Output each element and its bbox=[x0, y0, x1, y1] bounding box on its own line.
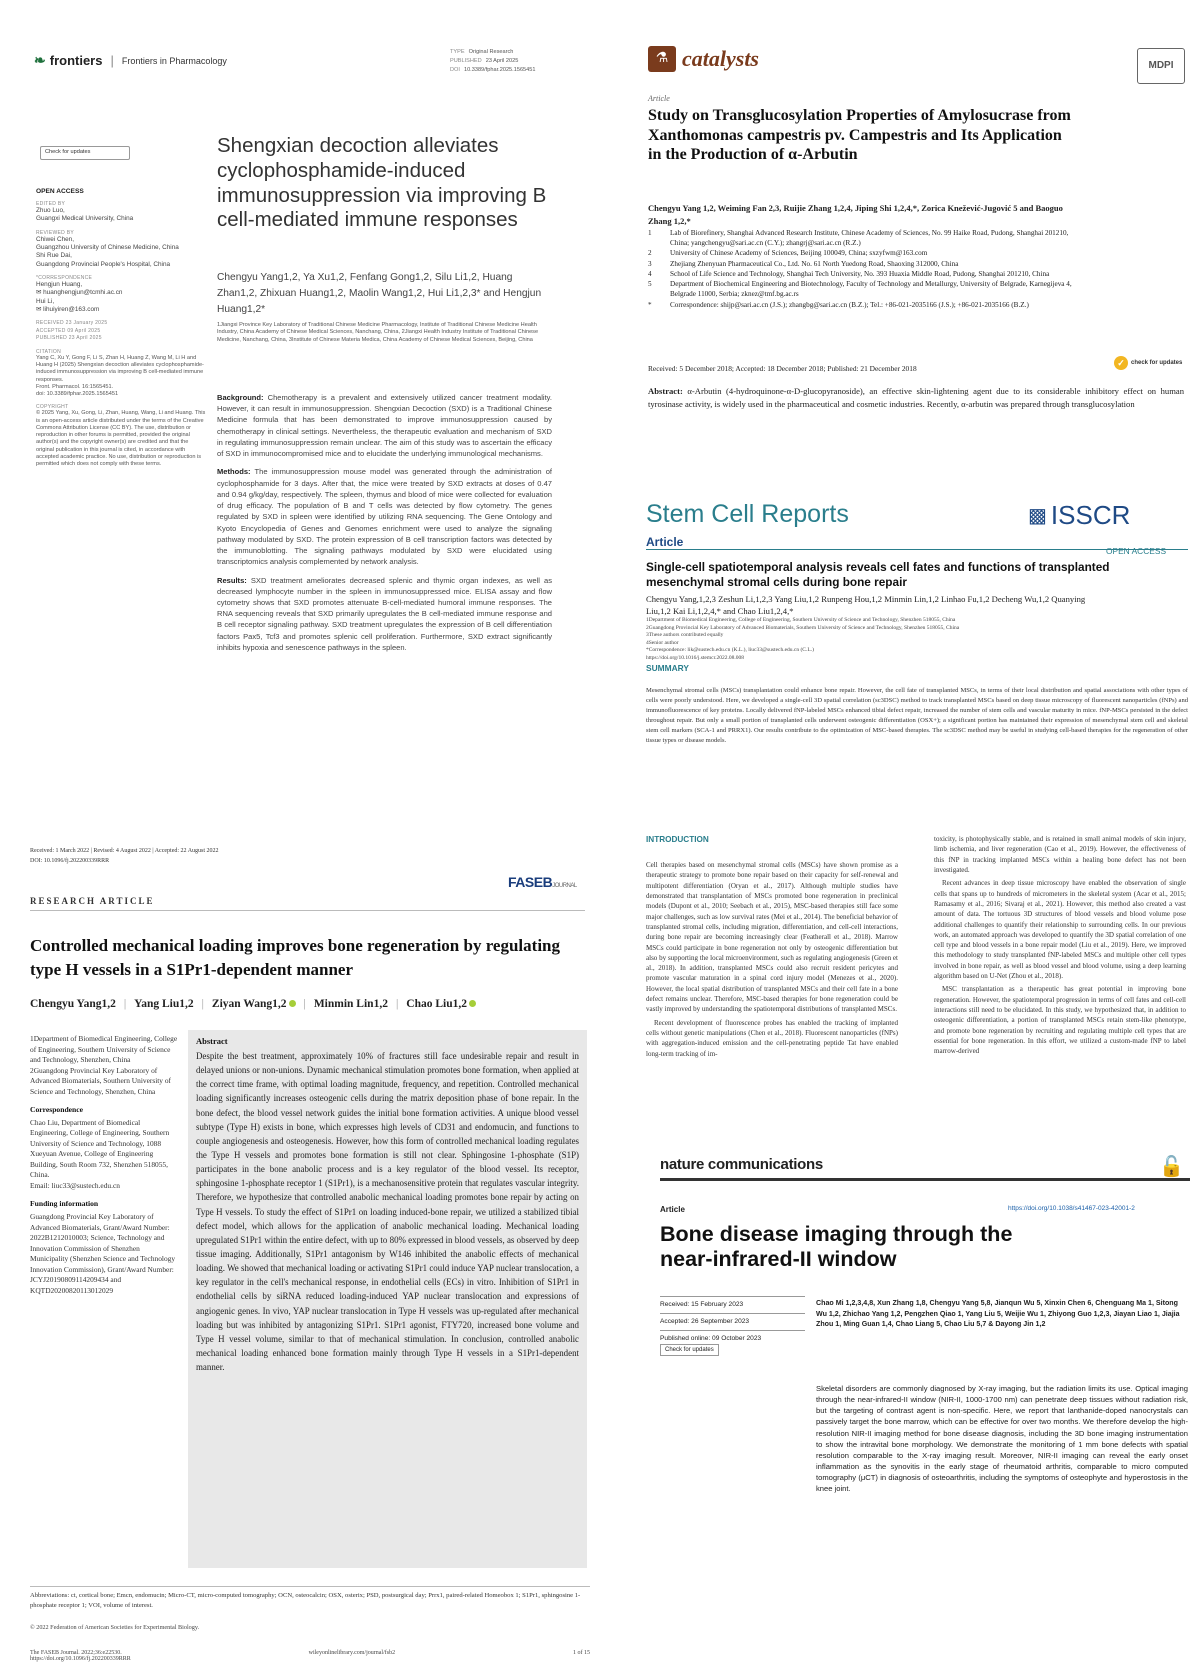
published-date: Published online: 09 October 2023 bbox=[660, 1335, 762, 1342]
check-icon: ✓ bbox=[1114, 356, 1128, 370]
methods-head: Methods: bbox=[217, 467, 251, 477]
faseb-article-type: RESEARCH ARTICLE bbox=[30, 896, 155, 906]
background-head: Background: bbox=[217, 393, 264, 402]
frontiers-title: Shengxian decoction alleviates cyclophosphamide-induced immunosuppression via improving B cell-mediated immune responses bbox=[217, 134, 547, 232]
check-updates-label: Check for updates bbox=[665, 1347, 714, 1353]
affiliation-number: 1 bbox=[648, 229, 652, 237]
frontiers-abstract bbox=[217, 392, 552, 660]
citation-text: Yang C, Xu Y, Gong F, Li S, Zhan H, Huang Z, Wang M, Li H and Huang H (2025) Shengxian decoction alleviates cyclophosphamide-induced immunosuppression via improving B cell-mediated immune responses. Front. Pharmacol. 16:1565451. doi: 10.3389/fphar.2025.1565451 bbox=[36, 354, 204, 398]
stem-cell-reports-panel bbox=[634, 498, 1192, 820]
faseb-abbreviations: Abbreviations: ct, cortical bone; Emcn, endomucin; Micro-CT, micro-computed tomography; OCN, osteocalcin; OSX, osterix; PSD, postsurgical day; Prrx1, paired-related Homeobox 1; S1Pr1, sphingosine 1-phosphate receptor 1; VOI, volume of interest. bbox=[30, 1586, 590, 1610]
copyright-label: COPYRIGHT bbox=[36, 404, 69, 411]
intro-paragraph: Recent advances in deep tissue microscopy have enabled the observation of single cells that spans up to hundreds of micrometers in the skeletal system (Acar et al., 2015; Ramasamy et al., 2016; Sivaraj et al., 2021). However, this method also created a vast amount of data. The tortuous 3D structures of blood vessels and blood volume pose additional challenges to quantify their relationship to surrounding cells. In our previous work, an automated approach was developed to quantify the 3D spatial correlation of one cell type and blood vessels in a bone repair model (Liu et al., 2019). Here, we improved this methodology to study transplanted fNP-labeled MSCs and multiple other cell types involved in bone repair, as well as blood vessel and blood volume, using a deep learning algorithm based on U-Net (Zhou et al., 2018). bbox=[934, 879, 1186, 981]
copyright-text: © 2025 Yang, Xu, Gong, Li, Zhan, Huang, Wang, Li and Huang. This is an open-access article distributed under the terms of the Creative Commons Attribution License (CC BY). The use, distribution or reproduction in other forums is permitted, provided the original author(s) and the copyright owner(s) are credited and that the original publication in this journal is cited, in accordance with accepted academic practice. No use, distribution or reproduction is permitted which does not comply with these terms. bbox=[36, 410, 206, 468]
affiliation-number: 5 bbox=[648, 280, 652, 289]
correspondence-text: Hengjun Huang, ✉ huanghengjun@tcmhi.ac.cn Hui Li, ✉ lihuiyiren@163.com bbox=[36, 280, 123, 313]
affiliation-item bbox=[648, 269, 1088, 279]
frontiers-affiliations: 1Jiangxi Province Key Laboratory of Traditional Chinese Medicine Pharmacology, Institute of Traditional Chinese Medicine Health Industry, China Academy of Chinese Medical Sciences, Nanchang, China, 2Jiangxi Health Industry Institute of Traditional Chinese Medicine, Nanchang, China, 3Institute of Chinese Materia Medica, China Academy of Chinese Medical Sciences, Beijing, China bbox=[217, 322, 539, 343]
flask-icon: ⚗ bbox=[648, 46, 676, 72]
faseb-abstract-box bbox=[188, 1030, 587, 1568]
intro-column-left bbox=[646, 834, 898, 1062]
author-name-orcid bbox=[406, 998, 476, 1010]
intro-column-right bbox=[934, 834, 1186, 1060]
intro-paragraph: toxicity, is photophysically stable, and is retained in small animal models of skin injury, limb ischemia, and liver regeneration (Cao et al., 2019). However, the effectiveness of this fNP in tracking implanted MSCs within a healing bone defect has not been investigated. bbox=[934, 835, 1186, 874]
affiliation-number: * bbox=[648, 300, 652, 309]
affiliation-text: Department of Biochemical Engineering and Biotechnology, Faculty of Technology and Metallurgy, University of Belgrade, Karnegijeva 4, Belgrade 11000, Serbia; zknez@tmf.bg.ac.rs bbox=[670, 280, 1072, 299]
catalysts-logo bbox=[648, 46, 759, 72]
reviewed-by-text: Chiwei Chen, Guangzhou University of Chinese Medicine, China Shi Rue Dai, Guangdong Provincial People's Hospital, China bbox=[36, 235, 179, 268]
intro-paragraph: Recent development of fluorescence probes has enabled the tracking of implanted cells without genetic manipulations (Chen et al., 2018). Fluorescent nanoparticles (fNPs) with aggregation-induced emission and the cell-penetrating peptide Tat have enabled long-term tracking of im- bbox=[646, 1018, 898, 1058]
frontiers-sidebar bbox=[36, 180, 206, 469]
check-updates-label: check for updates bbox=[1131, 360, 1183, 366]
affiliation-text: University of Chinese Academy of Sciences, Beijing 100049, China; sxzyfwm@163.com bbox=[670, 249, 928, 258]
meta-published-value: 23 April 2025 bbox=[485, 57, 519, 64]
funding-heading: Funding information bbox=[30, 1199, 99, 1209]
nature-communications-panel bbox=[656, 1150, 1192, 1670]
summary-text: Mesenchymal stromal cells (MSCs) transplantation could enhance bone repair. However, the cell fate of transplanted MSCs, in terms of their local distribution and spatial associations with other types of cells were poorly understood. Here, we developed a single-cell 3D spatial correlation (sc3DSC) method to track transplanted MSCs based on deep tissue microscopy of fluorescent nanoparticles (fNPs) and immunofluorescence of key proteins. Locally delivered fNP-labeled MSCs enhanced tibial defect repair, increased the number of stem cells and vascular maturity in mice. fNP-MSCs persisted in the defect throughout repair. But only a small portion of transplanted cells underwent osteogenic differentiation (OSX+); a significant portion has maintained their expression of mesenchymal stem cell and skeletal stem cell markers (SCA-1 and PRRX1). Our results contribute to the optimization of MSC-based therapies. The sc3DSC method may be useful in studying cell-based therapies for the regeneration of other tissue types or disease models. bbox=[646, 687, 1188, 745]
isscr-text: ISSCR bbox=[1050, 500, 1131, 530]
accepted-date: Accepted: 26 September 2023 bbox=[660, 1313, 805, 1330]
footer-url[interactable]: wileyonlinelibrary.com/journal/fsb2 bbox=[308, 1650, 396, 1656]
affiliation-text: Correspondence: shijp@sari.ac.cn (J.S.); zhangbg@sari.ac.cn (B.Z.); Tel.: +86-021-2035166 (J.S.); +86-021-2035166 (B.Z.) bbox=[670, 300, 1029, 309]
faseb-rule bbox=[30, 910, 585, 911]
summary-heading: SUMMARY bbox=[646, 663, 689, 673]
reviewed-by-label: REVIEWED BY bbox=[36, 229, 75, 236]
abstract-results bbox=[217, 575, 552, 654]
frontiers-leaf-icon: ❧ bbox=[34, 52, 46, 68]
abstract-text: α-Arbutin (4-hydroquinone-α-D-glucopyranoside), an effective skin-lightening agent due to its considerable inhibitory effect on human tyrosinase activity, is widely used in the pharmaceutical and cosmetic industries. Recently, α-arbutin was prepared through transglucosylation bbox=[648, 386, 1184, 409]
affiliation-number: 4 bbox=[648, 269, 652, 278]
meta-doi[interactable] bbox=[450, 66, 588, 75]
author-name: Minmin Lin1,2 bbox=[313, 998, 388, 1010]
affiliation-text: Zhejiang Zhenyuan Pharmaceutical Co., Ltd. No. 61 North Yuedong Road, Shaoxing 312000, China bbox=[670, 259, 959, 268]
open-access-icon: 🔓 bbox=[1159, 1156, 1184, 1178]
faseb-sidebar bbox=[30, 1034, 178, 1304]
catalysts-affiliations bbox=[648, 228, 1088, 310]
affiliation-item bbox=[648, 259, 1088, 269]
open-access-label: OPEN ACCESS bbox=[36, 188, 84, 195]
stemcell-title: Single-cell spatiotemporal analysis reveals cell fates and functions of transplanted mesenchymal stromal cells during bone repair bbox=[646, 560, 1110, 590]
affiliation-item bbox=[648, 300, 1088, 310]
meta-published bbox=[450, 57, 588, 66]
stemcell-article-type: Article bbox=[646, 535, 684, 549]
frontiers-logo bbox=[34, 52, 227, 69]
catalysts-article-type: Article bbox=[648, 94, 670, 103]
affiliation-text: School of Life Science and Technology, Shanghai Tech University, No. 393 Huaxia Middle Road, Pudong, Shanghai 201210, China bbox=[670, 269, 1050, 278]
catalysts-dates: Received: 5 December 2018; Accepted: 18 December 2018; Published: 21 December 2018 bbox=[648, 364, 917, 373]
nature-check-updates-button[interactable] bbox=[660, 1344, 719, 1356]
author-name-orcid bbox=[212, 998, 296, 1010]
stemcell-open-access: OPEN ACCESS bbox=[1106, 546, 1167, 556]
abstract-heading: Abstract bbox=[196, 1036, 228, 1046]
catalysts-title: Study on Transglucosylation Properties of Amylosucrase from Xanthomonas campestris pv. Campestris and Its Application in the Production of α-Arbutin bbox=[648, 107, 1071, 164]
catalysts-check-updates-button[interactable] bbox=[1114, 356, 1182, 370]
faseb-footer bbox=[30, 1650, 590, 1662]
abstract-methods bbox=[217, 466, 552, 567]
intro-paragraph: MSC transplantation as a therapeutic has great potential in improving bone regeneration. However, the spatiotemporal progression in terms of cell fates and cell-cell interactions still need to be elucidated. In this study, we hypothesized that, in addition to osteogenic differentiation, a portion of transplanted MSCs retain stem-like phenotype, and promote bone regeneration by recruiting and regulating multiple cell types that are essential for bone regeneration. In this effort, we utilized a custom-made fNP to label marrow-derived bbox=[934, 985, 1186, 1056]
nature-abstract: Skeletal disorders are commonly diagnosed by X-ray imaging, but the radiation limits its use. Optical imaging through the near-infrared-II window (NIR-II, 1000-1700 nm) can penetrate deep tissues without radiation risk, but the targeting of contrast agent is non-specific. Here, we report that lanthanide-doped nanocrystals can passively target the bone marrow, which can be effective for over two months. We therefore develop the high-resolution NIR-II imaging method for bone disease diagnosis, including the 3D bone imaging instrumentation to show the intravital bone morphology. We demonstrate the monitoring of 1 mm bone defects with spatial resolution comparable to the X-ray imaging result. Moreover, NIR-II imaging can reveal the early onset inflammation as the synovitis in the early stage of rheumatoid arthritis, comparable to micro computed tomography (μCT) in diagnosis of osteoarthritis, including the symptoms of osteophyte and hyperostosis in the knee joint. bbox=[816, 1384, 1188, 1494]
published-block bbox=[660, 1330, 805, 1361]
affiliation-number: 2 bbox=[648, 249, 652, 258]
affiliation-number: 3 bbox=[648, 259, 652, 268]
correspondence-text: Chao Liu, Department of Biomedical Engineering, College of Engineering, Southern University of Science and Technology, 1088 Xueyuan Avenue, College of Engineering Building, South Room 732, Shenzhen 518055, China. Email: liuc33@sustech.edu.cn bbox=[30, 1117, 170, 1190]
footer-page-number: 1 of 15 bbox=[572, 1650, 590, 1656]
author-name: Yang Liu1,2 bbox=[134, 998, 194, 1010]
catalysts-journal-name: catalysts bbox=[682, 46, 759, 71]
introduction-heading: INTRODUCTION bbox=[646, 835, 709, 844]
meta-published-label: PUBLISHED bbox=[450, 57, 482, 64]
mdpi-logo: MDPI bbox=[1137, 48, 1185, 84]
affiliation-item bbox=[648, 248, 1088, 258]
frontiers-article-meta bbox=[450, 48, 588, 75]
author-separator: | bbox=[303, 998, 306, 1010]
frontiers-article-panel bbox=[18, 30, 588, 820]
abstract-head: Abstract: bbox=[648, 386, 683, 396]
meta-doi-link[interactable]: 10.3389/fphar.2025.1565451 bbox=[463, 66, 536, 73]
stemcell-introduction-panel bbox=[634, 834, 1192, 1124]
author-separator: | bbox=[201, 998, 204, 1010]
abstract-background bbox=[217, 392, 552, 459]
check-for-updates-label: Check for updates bbox=[45, 149, 91, 155]
faseb-dates: Received: 1 March 2022 | Revised: 4 August 2022 | Accepted: 22 August 2022 bbox=[30, 848, 219, 854]
orcid-icon[interactable] bbox=[469, 1000, 476, 1007]
affiliation-item bbox=[648, 279, 1088, 299]
abstract-text: Despite the best treatment, approximately 10% of fractures still face undesirable repair and result in delayed unions or non-unions. Dynamic mechanical stimulation promotes bone formation, when applied at the correct time frame, with optimal loading magnitude, frequency, and repetition. Controlled mechanical loading significantly increases osteogenic cells during the matrix deposition phase of bone repair. In the bone defect, the blood vessel network guides the initial bone formation activities. A unique blood vessel subtype (Type H) exists in bone, which expresses high levels of CD31 and endomucin, and functions to couple angiogenesis and osteogenesis. However, how this form of controlled mechanical loading regulates the Type H vessels and promotes bone formation is still not clear. Sphingosine 1-phosphate (S1P) participates in the bone anabolic process and is a key regulator of the blood vessel. Its receptor, sphingosine 1-phosphate receptor 1 (S1Pr1), is a mechanosensitive protein that regulates vascular integrity. Therefore, we hypothesize that controlled anabolic mechanical loading promotes bone repair by acting on Type H vessels. To study the effect of S1Pr1 on loading induced-bone repair, we utilized a stabilized tibial defect model, which allows for the application of anabolic mechanical loading. Mechanical loading upregulated S1Pr1 within the entire defect, with up to 80% expressed in blood vessels, as observed by deep tissue imaging. Additionally, S1Pr1 antagonism by W146 inhibited the anabolic effects of mechanical loading. We showed that mechanical loading or activating S1Pr1 could induce YAP nuclear translocation, a key regulator in the cell's mechanical response, in endothelial cells (ECs) in vitro. Inhibition of S1Pr1 in endothelial cells by siRNA reduced loading-induced YAP nuclear translocation and expressions of angiogenic genes. In vivo, YAP nuclear translocation in Type H vessels was up-regulated after mechanical loading but was inhibited by antagonizing S1Pr1. S1Pr1 agonist, FTY720, increased bone volume and Type H vessel volume, similar to that of mechanical stimulation. In conclusion, controlled anabolic mechanical loading enhanced bone formation mainly through Type H vessels in a S1Pr1-dependent manner. bbox=[196, 1051, 579, 1373]
nature-header-rule bbox=[660, 1178, 1190, 1181]
stemcell-affiliations: 1Department of Biomedical Engineering, College of Engineering, Southern University of Science and Technology, Shenzhen 518055, China 2Guangdong Provincial Key Laboratory of Advanced Biomaterials, Southern University of Science and Technology, Shenzhen 518055, China 3These authors contributed equally 4Senior author *Correspondence: lik@sustech.edu.cn (K.L.), liuc33@sustech.edu.cn (C.L.) https://doi.org/10.1016/j.stemcr.2022.08.008 bbox=[646, 617, 960, 661]
faseb-authors bbox=[30, 998, 590, 1010]
meta-type-value: Original Research bbox=[468, 49, 514, 55]
affiliation-item bbox=[648, 228, 1088, 248]
correspondence-heading: Correspondence bbox=[30, 1105, 84, 1115]
nature-title: Bone disease imaging through the near-infrared-II window bbox=[660, 1222, 1013, 1272]
frontiers-journal-name: Frontiers in Pharmacology bbox=[121, 55, 227, 66]
results-text: SXD treatment ameliorates decreased splenic and thymic organ indexes, as well as decreased lymphocyte number in the spleen in immunosuppressed mice. ELISA assay and flow cytometry shows that SXD promotes attenuate B-cell-mediated humoral immune responses. The RNA sequencing reveals that SXD primarily upregulates the B cell-mediated immune response and B cell receptor signaling pathway. SXD treatment upregulates the expression of B cell differentiation factors Pax5, Tcf3 and promotes splenic cell proliferation. Furthermore, SXD extract significantly inhibits hypoxia and senescence pathways in the spleen. bbox=[217, 575, 552, 652]
methods-text: The immunosuppression mouse model was generated through the administration of cyclophosphamide for 3 days. After that, the mice were treated by SXD extracts at doses of 0.47 and 0.94 g/kg/day, respectively. The spleen, thymus and blood of mice were collected for evaluation of drug efficacy. The population of B and T cells was detected by flow cytometry. The genes regulated by SXD in spleen were identified by utilizing RNA sequencing. The Gene Ontology and Kyoto Encyclopedia of Genes and Genomes enrichment were used to analyze the signaling pathway modulated by SXD. The protein expression of B cell transcription factors was detected by the immunoblotting. The signaling pathways modulated by SXD were elucidated using transcriptomics analysis complemented by network analysis. bbox=[217, 467, 553, 567]
nature-dates bbox=[660, 1296, 805, 1361]
nature-communications-logo: nature communications bbox=[660, 1156, 823, 1173]
edited-by-text: Zhuo Luo, Guangxi Medical University, China bbox=[36, 207, 134, 223]
footer-citation: The FASEB Journal. 2022;36:e22530. https://doi.org/10.1096/fj.202200339RRR bbox=[30, 1650, 131, 1662]
author-name: Ziyan Wang1,2 bbox=[211, 998, 287, 1010]
author-name: Chengyu Yang1,2 bbox=[30, 998, 116, 1010]
nature-article-type: Article bbox=[660, 1205, 685, 1214]
results-head: Results: bbox=[217, 575, 247, 585]
logo-separator: | bbox=[110, 53, 114, 68]
faseb-title: Controlled mechanical loading improves bone regeneration by regulating type H vessels in a S1Pr1-dependent manner bbox=[30, 936, 560, 979]
faseb-doi[interactable]: DOI: 10.1096/fj.202200339RRR bbox=[30, 858, 110, 864]
check-for-updates-button[interactable] bbox=[40, 146, 130, 160]
frontiers-dates: RECEIVED 23 January 2025 ACCEPTED 09 April 2025 PUBLISHED 23 April 2025 bbox=[36, 320, 108, 342]
author-separator: | bbox=[395, 998, 399, 1010]
meta-doi-label: DOI bbox=[450, 66, 460, 73]
correspondence-label: *CORRESPONDENCE bbox=[36, 274, 93, 281]
faseb-copyright: © 2022 Federation of American Societies for Experimental Biology. bbox=[30, 1624, 200, 1631]
orcid-icon[interactable] bbox=[289, 1000, 296, 1007]
nature-doi-link[interactable]: https://doi.org/10.1038/s41467-023-42001-2 bbox=[1008, 1205, 1135, 1212]
faseb-article-panel bbox=[18, 838, 603, 1670]
faseb-top-meta bbox=[30, 848, 590, 864]
faseb-logo-text: FASEB bbox=[508, 874, 553, 890]
frontiers-logo-text: frontiers bbox=[49, 53, 103, 68]
stem-cell-reports-logo: Stem Cell Reports bbox=[646, 500, 849, 528]
catalysts-article-panel bbox=[634, 30, 1192, 465]
faseb-affiliation: 1Department of Biomedical Engineering, College of Engineering, Southern University of Science and Technology, Shenzhen, China 2Guangdong Provincial Key Laboratory of Advanced Biomaterials, Southern University of Science and Technology, Shenzhen, China bbox=[30, 1034, 178, 1096]
funding-text: Guangdong Provincial Key Laboratory of Advanced Biomaterials, Grant/Award Number: 2022B1212010003; Science, Technology and Innovation Commission of Shenzhen Municipality (Shenzhen Science and Technology Innovation Commission), Grant/Award Number: JCYJ20190809114209434 and KQTD20200820113012029 bbox=[30, 1212, 176, 1295]
meta-type bbox=[450, 48, 588, 57]
faseb-journal-logo bbox=[508, 874, 577, 890]
catalysts-authors: Chengyu Yang 1,2, Weiming Fan 2,3, Ruijie Zhang 1,2,4, Jiping Shi 1,2,4,*, Zorica Knežević-Jugović 5 and Baoguo Zhang 1,2,* bbox=[648, 203, 1063, 226]
stemcell-authors: Chengyu Yang,1,2,3 Zeshun Li,1,2,3 Yang Liu,1,2 Runpeng Hou,1,2 Minmin Lin,1,2 Linhao Fu,1,2 Decheng Wu,1,2 Quanying Liu,1,2 Kai Li,1,2,4,* and Chao Liu1,2,4,* bbox=[646, 594, 1086, 616]
author-separator: | bbox=[123, 998, 127, 1010]
affiliation-text: Lab of Biorefinery, Shanghai Advanced Research Institute, Chinese Academy of Sciences, No. 99 Haike Road, Pudong, Shanghai 201210, China; yangchengyu@sari.ac.cn (C.Y.); zhangrj@sari.ac.cn (R.Z.) bbox=[670, 229, 1069, 248]
received-date: Received: 15 February 2023 bbox=[660, 1296, 805, 1313]
isscr-logo bbox=[1028, 500, 1130, 531]
meta-type-label: TYPE bbox=[450, 49, 465, 55]
background-text: Chemotherapy is a prevalent and extensively utilized cancer treatment modality. However, it can result in immunosuppression. Shengxian Decoction (SXD) is a Traditional Chinese Medicine formula that has been demonstrated to improve immunosuppression caused by chemotherapy in clinical settings. Nevertheless, the therapeutic evaluation and mechanism of SXD in regulating immunosuppression remain unclear. The aim of this study was to ascertain the efficacy of SXD in immunocompromised mice and to elucidate the underlying immunological mechanisms. bbox=[217, 393, 552, 459]
author-name: Chao Liu1,2 bbox=[406, 998, 467, 1010]
catalysts-abstract bbox=[648, 385, 1184, 411]
faseb-logo-sub: JOURNAL bbox=[552, 883, 577, 889]
frontiers-authors: Chengyu Yang1,2, Ya Xu1,2, Fenfang Gong1,2, Silu Li1,2, Huang Zhan1,2, Zhixuan Huang1,2, Maolin Wang1,2, Hui Li1,2,3* and Hengjun Huang1,2* bbox=[217, 272, 542, 315]
isscr-icon: ▩ bbox=[1028, 505, 1047, 527]
citation-label: CITATION bbox=[36, 348, 61, 355]
intro-paragraph: Cell therapies based on mesenchymal stromal cells (MSCs) have shown promise as a therapeutic strategy to promote bone repair based on their capacity for self-renewal and multipotent differentiation (Oryan et al., 2017). Although multiple studies have demonstrated that transplantation of MSCs promoted bone regeneration in preclinical models (Dupont et al., 2010; Seebach et al., 2015), MSC-based therapies still face some major challenges, such as low survival rates (Mei et al., 2014). The beneficial behavior of transplanted stromal cells, including migration, differentiation, and cell-cell interactions, during bone repair are becoming increasingly clear (Featherall et al., 2018). Marrow MSCs could participate in bone regeneration not only by osteogenic differentiation but also by supporting the local microenvironment, such as regulating angiogenesis (Green et al., 2018). In addition, transplanted MSCs could also recruit resident pericytes and promote vascular maturation in a spinal cord injury model (Menezes et al., 2020). However, the local spatial distribution of transplanted MSCs and their cell fate in a bone defect remains unclear. Therefore, MSC-based therapies for bone regeneration could be vastly improved by understanding the spatiotemporal distributions of transplanted MSCs. bbox=[646, 861, 898, 1014]
nature-authors: Chao Mi 1,2,3,4,8, Xun Zhang 1,8, Chengyu Yang 5,8, Jianqun Wu 5, Xinxin Chen 6, Chenguang Ma 1, Sitong Wu 1,2, Zhichao Yang 1,2, Pengzhen Qiao 1, Yang Liu 5, Weijie Wu 1, Zhiyong Guo 1,2,3, Jiayan Liao 1, Jiajia Zhou 1, Ming Guan 1,4, Chao Liang 5, Chao Liu 5,7 & Dayong Jin 1,2 bbox=[816, 1299, 1180, 1329]
edited-by-label: EDITED BY bbox=[36, 201, 66, 207]
